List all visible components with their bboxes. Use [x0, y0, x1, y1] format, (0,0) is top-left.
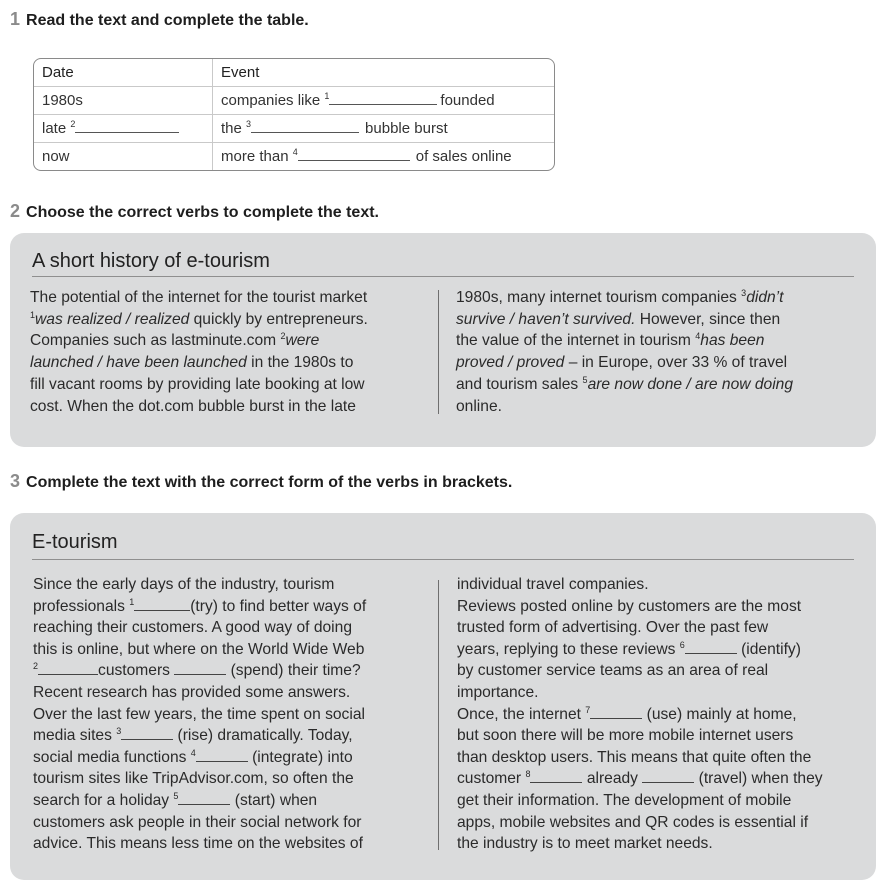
event-text: more than: [221, 148, 293, 165]
text-line: [456, 330, 793, 352]
text-fragment: already: [582, 770, 643, 788]
verb-choice[interactable]: are now done / are now doing: [587, 375, 794, 393]
gap-number: 6: [679, 639, 685, 650]
text-line: importance.: [457, 683, 539, 701]
gap-number: 7: [585, 704, 591, 715]
column-divider: [438, 580, 439, 850]
table-header-row: [34, 59, 554, 87]
gap-number: 1: [30, 309, 36, 320]
date-cell: now: [34, 143, 213, 171]
table-row: [34, 87, 554, 115]
text-line: [30, 352, 368, 374]
event-cell: [213, 143, 555, 171]
verb-choice[interactable]: didn’t: [746, 289, 784, 306]
answer-blank[interactable]: [134, 598, 190, 611]
table-row: [34, 115, 554, 143]
exercise-number: 3: [10, 471, 21, 491]
title-divider: [32, 276, 854, 277]
text-fragment: in the 1980s to: [246, 354, 354, 372]
text-line: cost. When the dot.com bubble burst in the late: [30, 397, 356, 415]
exercise-instruction: Read the text and complete the table.: [26, 12, 309, 29]
text-line: apps, mobile websites and QR codes is essential if: [457, 813, 809, 831]
table-row: [34, 143, 554, 171]
verb-choice[interactable]: was realized / realized: [35, 310, 190, 328]
text-fragment: customer: [457, 770, 526, 788]
text-line: [30, 330, 368, 352]
date-cell: 1980s: [34, 87, 213, 115]
text-line: individual travel companies.: [457, 576, 649, 593]
text-line: than desktop users. This means that quite often the: [457, 748, 812, 766]
text-line: the industry is to meet market needs.: [457, 835, 713, 853]
text-fragment: (rise) dramatically. Today,: [173, 727, 353, 745]
gap-number: 4: [695, 331, 701, 342]
text-fragment: (identify): [736, 640, 801, 658]
exercise-instruction: Complete the text with the correct form of the verbs in brackets.: [26, 474, 513, 491]
answer-blank[interactable]: [174, 662, 226, 675]
title-divider: [32, 559, 854, 560]
answer-blank[interactable]: [75, 120, 179, 133]
column-divider: [438, 290, 439, 414]
text-line: [456, 374, 793, 396]
gap-number: 4: [190, 747, 196, 758]
header-event: Event: [221, 64, 260, 81]
box-title: A short history of e-tourism: [32, 250, 270, 272]
text-fragment: search for a holiday: [33, 791, 174, 809]
event-cell: [213, 87, 555, 115]
gap-number: 2: [33, 661, 39, 672]
text-line: [33, 596, 366, 618]
text-fragment: (use) mainly at home,: [642, 705, 797, 723]
gap-number: 3: [246, 119, 252, 129]
text-fragment: Once, the internet: [457, 705, 586, 723]
text-fragment: (travel) when they: [694, 770, 823, 788]
header-date: Date: [34, 59, 213, 87]
timeline-table: [33, 58, 555, 171]
text-fragment: years, replying to these reviews: [457, 640, 680, 658]
text-line: The potential of the internet for the tourist market: [30, 289, 368, 306]
text-line: [456, 352, 793, 374]
text-line: Recent research has provided some answers.: [33, 683, 351, 701]
gap-number: 8: [525, 769, 531, 780]
text-line: but soon there will be more mobile internet users: [457, 727, 794, 745]
text-fragment: However, since then: [635, 310, 781, 328]
gap-number: 3: [741, 287, 747, 298]
gap-number: 5: [173, 790, 179, 801]
gap-number: 5: [582, 374, 588, 385]
gap-number: 1: [129, 596, 135, 607]
text-fragment: and tourism sales: [456, 375, 583, 393]
text-fragment: quickly by entrepreneurs.: [189, 310, 368, 328]
reading-box-history: [10, 233, 876, 447]
verb-choice[interactable]: launched / have been launched: [30, 354, 247, 372]
text-line: trusted form of advertising. Over the past few: [457, 619, 769, 637]
event-cell: [213, 115, 555, 143]
text-line: [456, 287, 793, 309]
text-line: [457, 639, 823, 661]
exercise-1-heading: [10, 9, 309, 30]
text-fragment: media sites: [33, 727, 117, 745]
text-line: fill vacant rooms by providing late booking at low: [30, 375, 365, 393]
gap-number: 2: [70, 119, 76, 129]
text-line: reaching their customers. A good way of doing: [33, 619, 352, 637]
text-fragment: Companies such as lastminute.com: [30, 332, 281, 350]
event-text: bubble burst: [365, 120, 448, 137]
text-line: Over the last few years, the time spent on social: [33, 705, 365, 723]
date-text: late: [42, 120, 71, 137]
reading-box-etourism: [10, 513, 876, 880]
verb-choice[interactable]: were: [285, 332, 320, 350]
text-column-right: [457, 574, 823, 855]
text-column-right: [456, 287, 793, 417]
event-text: companies like: [221, 92, 325, 109]
gap-number: 3: [116, 725, 122, 736]
text-fragment: customers: [98, 662, 175, 680]
answer-blank[interactable]: [38, 662, 98, 675]
text-line: [457, 704, 823, 726]
answer-blank[interactable]: [530, 770, 582, 783]
text-line: tourism sites like TripAdvisor.com, so often the: [33, 770, 354, 788]
exercise-3-heading: [10, 471, 512, 492]
answer-blank[interactable]: [685, 641, 737, 654]
answer-blank[interactable]: [121, 727, 173, 740]
text-line: Since the early days of the industry, tourism: [33, 576, 335, 593]
text-line: get their information. The development of mobile: [457, 791, 792, 809]
text-line: [33, 747, 366, 769]
answer-blank[interactable]: [298, 148, 410, 161]
text-line: [456, 309, 793, 331]
text-fragment: social media functions: [33, 748, 191, 766]
text-line: online.: [456, 397, 502, 415]
text-column-left: [30, 287, 368, 417]
gap-number: 4: [292, 147, 298, 157]
text-fragment: (start) when: [230, 791, 318, 809]
text-fragment: the value of the internet in tourism: [456, 332, 696, 350]
text-fragment: (integrate) into: [247, 748, 353, 766]
answer-blank[interactable]: [251, 120, 359, 133]
verb-choice[interactable]: proved / proved: [456, 354, 565, 372]
text-line: this is online, but where on the World Wide Web: [33, 640, 365, 658]
answer-blank[interactable]: [178, 792, 230, 805]
answer-blank[interactable]: [329, 92, 437, 105]
text-line: [33, 725, 366, 747]
text-line: advice. This means less time on the websites of: [33, 835, 363, 853]
answer-blank[interactable]: [590, 706, 642, 719]
answer-blank[interactable]: [642, 770, 694, 783]
text-line: [33, 790, 366, 812]
text-fragment: 1980s, many internet tourism companies: [456, 289, 742, 306]
text-column-left: [33, 574, 366, 855]
box-title: E-tourism: [32, 531, 118, 553]
text-line: by customer service teams as an area of real: [457, 662, 769, 680]
text-fragment: (spend) their time?: [226, 662, 361, 680]
date-cell: [34, 115, 213, 143]
event-text: of sales online: [415, 148, 512, 165]
event-text: founded: [440, 92, 495, 109]
gap-number: 2: [280, 331, 286, 342]
event-text: the: [221, 120, 247, 137]
text-line: [33, 660, 366, 682]
answer-blank[interactable]: [196, 749, 248, 762]
exercise-2-heading: [10, 201, 379, 222]
exercise-instruction: Choose the correct verbs to complete the text.: [26, 204, 379, 221]
text-line: [457, 768, 823, 790]
exercise-number: 1: [10, 9, 21, 29]
verb-choice[interactable]: has been: [700, 332, 765, 350]
verb-choice[interactable]: survive / haven’t survived.: [456, 310, 636, 328]
text-line: customers ask people in their social network for: [33, 813, 362, 831]
text-fragment: – in Europe, over 33 % of travel: [564, 354, 788, 372]
text-line: Reviews posted online by customers are the most: [457, 597, 802, 615]
exercise-number: 2: [10, 201, 21, 221]
text-fragment: professionals: [33, 597, 130, 615]
text-line: [30, 309, 368, 331]
text-fragment: (try) to find better ways of: [190, 597, 367, 615]
gap-number: 1: [324, 91, 330, 101]
